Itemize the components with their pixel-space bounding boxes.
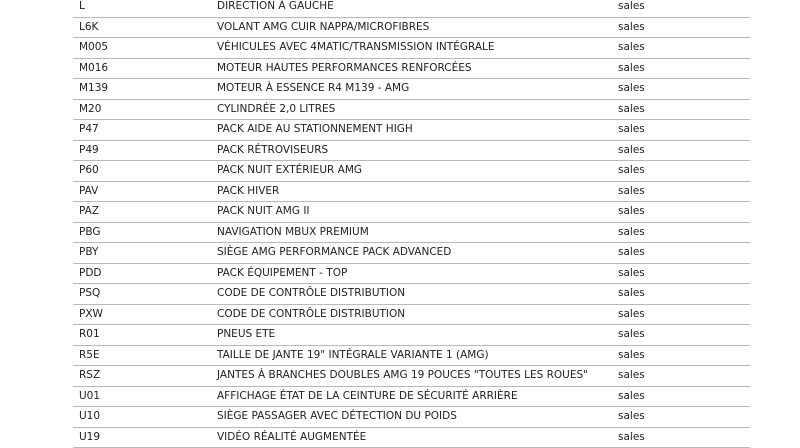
option-description: VIDÉO RÉALITÉ AUGMENTÉE: [211, 427, 612, 448]
option-description: PACK ÉQUIPEMENT - TOP: [211, 263, 612, 284]
option-code: PAV: [73, 181, 211, 202]
option-code: U01: [73, 386, 211, 407]
option-type: sales: [612, 161, 750, 182]
option-type: sales: [612, 284, 750, 305]
table-row: [73, 99, 750, 120]
option-code: R01: [73, 325, 211, 346]
option-code: P47: [73, 120, 211, 141]
option-description: MOTEUR HAUTES PERFORMANCES RENFORCÉES: [211, 58, 612, 79]
table-row: [73, 120, 750, 141]
option-description: VOLANT AMG CUIR NAPPA/MICROFIBRES: [211, 17, 612, 38]
table-row: [73, 304, 750, 325]
option-code: P60: [73, 161, 211, 182]
table-row: [73, 0, 750, 17]
option-type: sales: [612, 202, 750, 223]
table-row: [73, 79, 750, 100]
option-code: U10: [73, 407, 211, 428]
option-description: NAVIGATION MBUX PREMIUM: [211, 222, 612, 243]
table-row: [73, 325, 750, 346]
table-row: [73, 181, 750, 202]
table-row: [73, 222, 750, 243]
option-type: sales: [612, 325, 750, 346]
option-description: MOTEUR À ESSENCE R4 M139 - AMG: [211, 79, 612, 100]
option-code: PBY: [73, 243, 211, 264]
option-description: DIRECTION À GAUCHE: [211, 0, 612, 17]
option-description: CODE DE CONTRÔLE DISTRIBUTION: [211, 304, 612, 325]
table-row: [73, 263, 750, 284]
option-code: U19: [73, 427, 211, 448]
option-type: sales: [612, 243, 750, 264]
option-type: sales: [612, 427, 750, 448]
option-type: sales: [612, 366, 750, 387]
option-type: sales: [612, 58, 750, 79]
options-table-body: [73, 0, 750, 448]
option-code: PSQ: [73, 284, 211, 305]
option-type: sales: [612, 120, 750, 141]
option-type: sales: [612, 222, 750, 243]
option-code: M20: [73, 99, 211, 120]
option-type: sales: [612, 345, 750, 366]
option-type: sales: [612, 17, 750, 38]
option-code: L6K: [73, 17, 211, 38]
option-description: PACK NUIT AMG II: [211, 202, 612, 223]
table-row: [73, 202, 750, 223]
table-row: [73, 58, 750, 79]
option-type: sales: [612, 79, 750, 100]
table-row: [73, 17, 750, 38]
table-row: [73, 284, 750, 305]
table-row: [73, 407, 750, 428]
option-description: PACK AIDE AU STATIONNEMENT HIGH: [211, 120, 612, 141]
table-row: [73, 345, 750, 366]
option-description: TAILLE DE JANTE 19" INTÉGRALE VARIANTE 1 (AMG): [211, 345, 612, 366]
option-code: M139: [73, 79, 211, 100]
table-row: [73, 140, 750, 161]
option-code: R5E: [73, 345, 211, 366]
option-code: PDD: [73, 263, 211, 284]
option-description: CODE DE CONTRÔLE DISTRIBUTION: [211, 284, 612, 305]
option-code: L: [73, 0, 211, 17]
option-type: sales: [612, 140, 750, 161]
option-type: sales: [612, 38, 750, 59]
option-code: P49: [73, 140, 211, 161]
table-row: [73, 366, 750, 387]
option-description: PACK HIVER: [211, 181, 612, 202]
option-code: M016: [73, 58, 211, 79]
option-description: SIÈGE PASSAGER AVEC DÉTECTION DU POIDS: [211, 407, 612, 428]
option-description: PNEUS ETE: [211, 325, 612, 346]
option-code: PXW: [73, 304, 211, 325]
table-row: [73, 427, 750, 448]
options-table: [73, 0, 750, 448]
option-type: sales: [612, 386, 750, 407]
option-type: sales: [612, 263, 750, 284]
option-code: M005: [73, 38, 211, 59]
option-description: SIÈGE AMG PERFORMANCE PACK ADVANCED: [211, 243, 612, 264]
table-row: [73, 386, 750, 407]
option-type: sales: [612, 99, 750, 120]
option-code: PAZ: [73, 202, 211, 223]
table-row: [73, 38, 750, 59]
option-description: PACK NUIT EXTÉRIEUR AMG: [211, 161, 612, 182]
option-description: VÉHICULES AVEC 4MATIC/TRANSMISSION INTÉGRALE: [211, 38, 612, 59]
option-description: AFFICHAGE ÉTAT DE LA CEINTURE DE SÉCURITÉ ARRIÈRE: [211, 386, 612, 407]
option-type: sales: [612, 181, 750, 202]
option-code: PBG: [73, 222, 211, 243]
option-type: sales: [612, 0, 750, 17]
option-type: sales: [612, 407, 750, 428]
option-code: RSZ: [73, 366, 211, 387]
option-description: PACK RÉTROVISEURS: [211, 140, 612, 161]
option-description: CYLINDRÉE 2,0 LITRES: [211, 99, 612, 120]
table-row: [73, 243, 750, 264]
table-row: [73, 161, 750, 182]
option-description: JANTES À BRANCHES DOUBLES AMG 19 POUCES "TOUTES LES ROUES": [211, 366, 612, 387]
option-type: sales: [612, 304, 750, 325]
